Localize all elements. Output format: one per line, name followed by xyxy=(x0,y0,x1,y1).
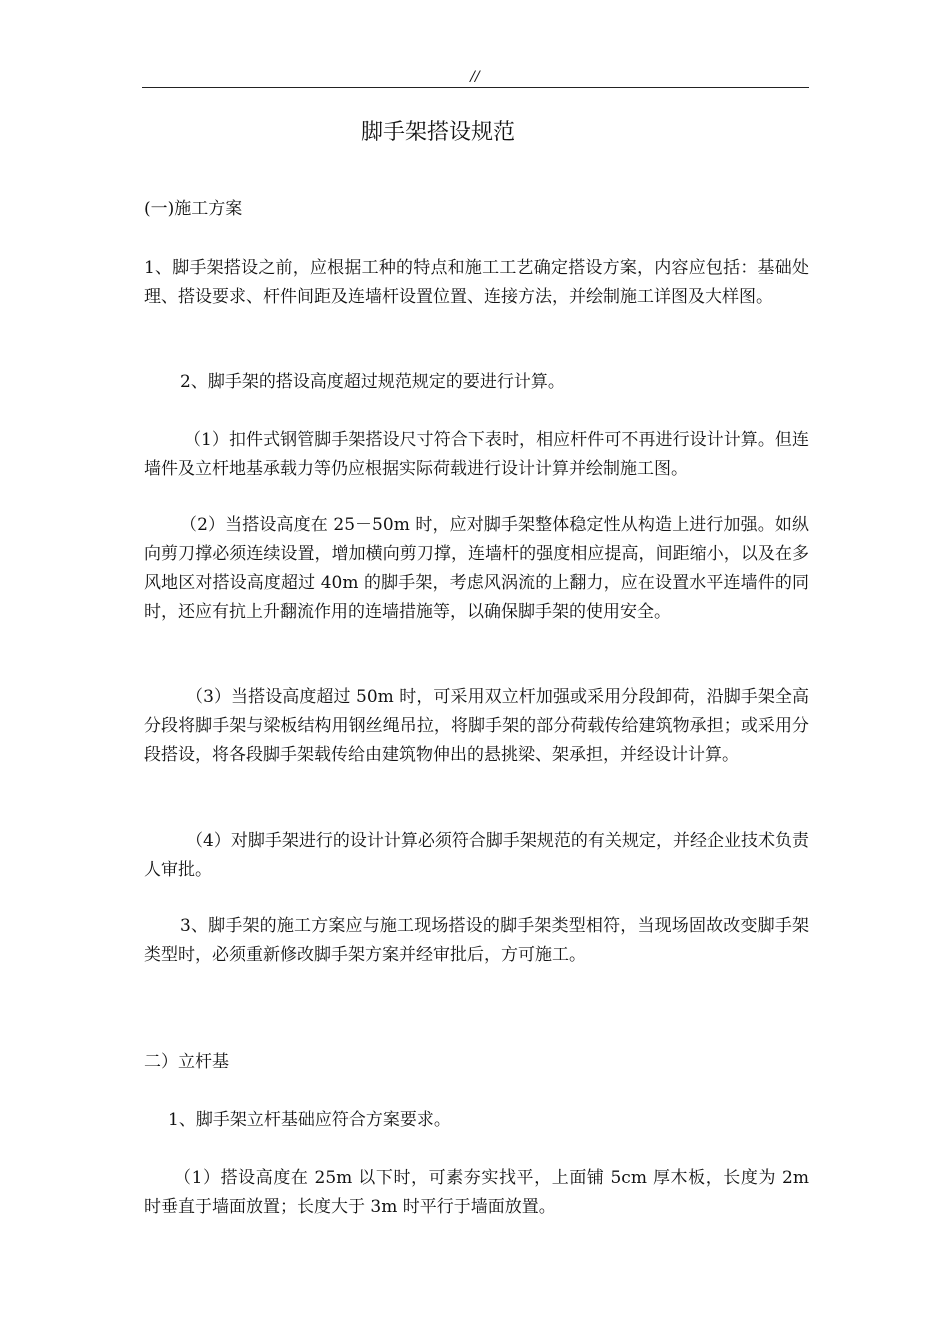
section-heading-construction-plan: (一)施工方案 xyxy=(144,199,243,219)
paragraph-plan-item-2: 2、脚手架的搭设高度超过规范规定的要进行计算。 xyxy=(180,372,565,392)
header-rule xyxy=(142,87,809,88)
section-heading-pole-foundation: 二）立杆基 xyxy=(144,1052,229,1072)
page-header-mark: // xyxy=(470,69,480,85)
paragraph-foundation-item-1-1: （1）搭设高度在 25m 以下时，可素夯实找平，上面铺 5cm 厚木板，长度为 2m 时垂直于墙面放置；长度大于 3m 时平行于墙面放置。 xyxy=(144,1168,809,1217)
paragraph-plan-item-2-3: （3）当搭设高度超过 50m 时，可采用双立杆加强或采用分段卸荷，沿脚手架全高分段将脚手架与梁板结构用钢丝绳吊拉，将脚手架的部分荷载传给建筑物承担；或采用分段搭设，将各段脚手架载传给由建筑物伸出的悬挑梁、架承担，并经设计计算。 xyxy=(144,687,809,765)
paragraph-plan-item-3: 3、脚手架的施工方案应与施工现场搭设的脚手架类型相符，当现场固故改变脚手架类型时，必须重新修改脚手架方案并经审批后，方可施工。 xyxy=(144,916,809,965)
paragraph-plan-item-2-1: （1）扣件式钢管脚手架搭设尺寸符合下表时，相应杆件可不再进行设计计算。但连墙件及立杆地基承载力等仍应根据实际荷载进行设计计算并绘制施工图。 xyxy=(144,430,809,479)
paragraph-plan-item-2-2: （2）当搭设高度在 25－50m 时，应对脚手架整体稳定性从构造上进行加强。如纵向剪刀撑必须连续设置，增加横向剪刀撑，连墙杆的强度相应提高，间距缩小，以及在多风地区对搭设高度超过 40m 的脚手架，考虑风涡流的上翻力，应在设置水平连墙件的同时，还应有抗上升翻流作用的连墙措施等，以确保脚手架的使用安全。 xyxy=(144,515,809,622)
paragraph-plan-item-1: 1、脚手架搭设之前，应根据工种的特点和施工工艺确定搭设方案，内容应包括：基础处理、搭设要求、杆件间距及连墙杆设置位置、连接方法，并绘制施工详图及大样图。 xyxy=(144,258,809,307)
document-title: 脚手架搭设规范 xyxy=(360,120,515,145)
paragraph-foundation-item-1: 1、脚手架立杆基础应符合方案要求。 xyxy=(168,1110,451,1130)
paragraph-plan-item-2-4: （4）对脚手架进行的设计计算必须符合脚手架规范的有关规定，并经企业技术负责人审批。 xyxy=(144,831,809,880)
